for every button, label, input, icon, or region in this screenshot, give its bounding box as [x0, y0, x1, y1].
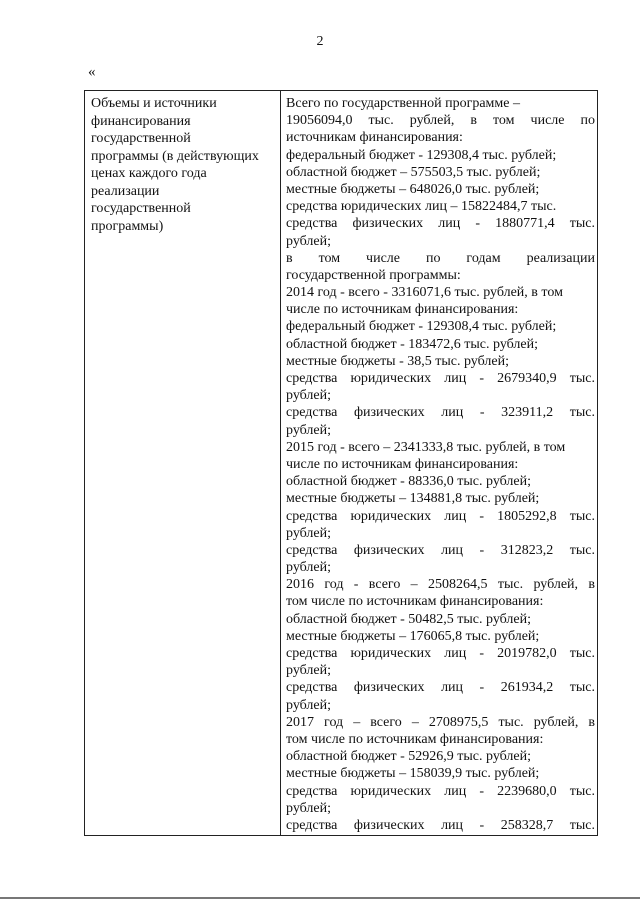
label-line: реализации — [91, 183, 160, 199]
scan-bottom-edge — [0, 897, 640, 899]
value-line: средства физических лиц - 312823,2 тыс. — [286, 542, 595, 558]
value-line: средства юридических лиц – 15822484,7 тыс. — [286, 199, 557, 215]
value-line: областной бюджет – 575503,5 тыс. рублей; — [286, 164, 541, 180]
value-line: местные бюджеты – 158039,9 тыс. рублей; — [286, 766, 540, 782]
value-line: в том числе по годам реализации — [286, 250, 595, 266]
value-line: 2014 год - всего - 3316071,6 тыс. рублей, в том — [286, 285, 563, 301]
value-line: рублей; — [286, 388, 331, 404]
value-line: средства физических лиц - 1880771,4 тыс. — [286, 216, 595, 232]
value-line: числе по источникам финансирования: — [286, 456, 519, 472]
value-line: местные бюджеты – 648026,0 тыс. рублей; — [286, 181, 540, 197]
value-line: Всего по государственной программе – — [286, 96, 520, 111]
opening-quote-mark: « — [88, 64, 96, 80]
value-line: 2016 год - всего – 2508264,5 тыс. рублей, в — [286, 577, 595, 593]
value-line: средства юридических лиц - 1805292,8 тыс. — [286, 508, 595, 524]
value-line: средства юридических лиц - 2239680,0 тыс. — [286, 783, 595, 799]
value-line: рублей; — [286, 422, 331, 438]
label-line: государственной — [91, 201, 191, 216]
value-line: источникам финансирования: — [286, 130, 463, 146]
value-line: числе по источникам финансирования: — [286, 302, 519, 318]
value-line: том числе по источникам финансирования: — [286, 731, 544, 747]
value-line: рублей; — [286, 697, 331, 713]
financing-table — [84, 90, 598, 836]
label-line: программы) — [91, 218, 164, 234]
value-line: областной бюджет - 183472,6 тыс. рублей; — [286, 336, 538, 352]
value-line: государственной программы: — [286, 267, 461, 283]
value-line: том числе по источникам финансирования: — [286, 594, 544, 610]
value-line: 2017 год – всего – 2708975,5 тыс. рублей, в — [286, 714, 595, 730]
value-line: местные бюджеты – 134881,8 тыс. рублей; — [286, 491, 540, 507]
value-line: рублей; — [286, 800, 331, 816]
value-line: федеральный бюджет - 129308,4 тыс. рублей; — [286, 319, 557, 335]
value-line: областной бюджет - 52926,9 тыс. рублей; — [286, 749, 531, 765]
value-line: 19056094,0 тыс. рублей, в том числе по — [286, 113, 595, 129]
value-line: средства юридических лиц - 2019782,0 тыс. — [286, 646, 595, 661]
value-line: областной бюджет - 88336,0 тыс. рублей; — [286, 474, 531, 490]
value-line: средства физических лиц - 261934,2 тыс. — [286, 680, 595, 696]
value-line: местные бюджеты - 38,5 тыс. рублей; — [286, 353, 509, 369]
value-line: средства физических лиц - 258328,7 тыс. — [286, 817, 595, 833]
value-line: рублей; — [286, 663, 331, 679]
value-line: местные бюджеты – 176065,8 тыс. рублей; — [286, 628, 540, 644]
value-line: рублей; — [286, 560, 331, 576]
column-divider — [280, 91, 281, 835]
value-line: средства физических лиц - 323911,2 тыс. — [286, 405, 595, 421]
value-line: средства юридических лиц - 2679340,9 тыс. — [286, 371, 595, 386]
value-line: 2015 год - всего – 2341333,8 тыс. рублей, в том — [286, 439, 566, 455]
label-line: ценах каждого года — [91, 166, 207, 181]
value-line: рублей; — [286, 525, 331, 541]
value-line: рублей; — [286, 233, 331, 249]
value-line: федеральный бюджет - 129308,4 тыс. рублей; — [286, 147, 557, 163]
label-line: Объемы и источники — [91, 96, 217, 111]
page-number: 2 — [316, 34, 324, 49]
table-value-cell — [286, 95, 595, 834]
label-line: программы (в действующих — [91, 148, 259, 164]
value-line: областной бюджет - 50482,5 тыс. рублей; — [286, 611, 531, 627]
table-label-cell — [91, 95, 277, 235]
label-line: финансирования — [91, 113, 191, 129]
label-line: государственной — [91, 131, 191, 146]
